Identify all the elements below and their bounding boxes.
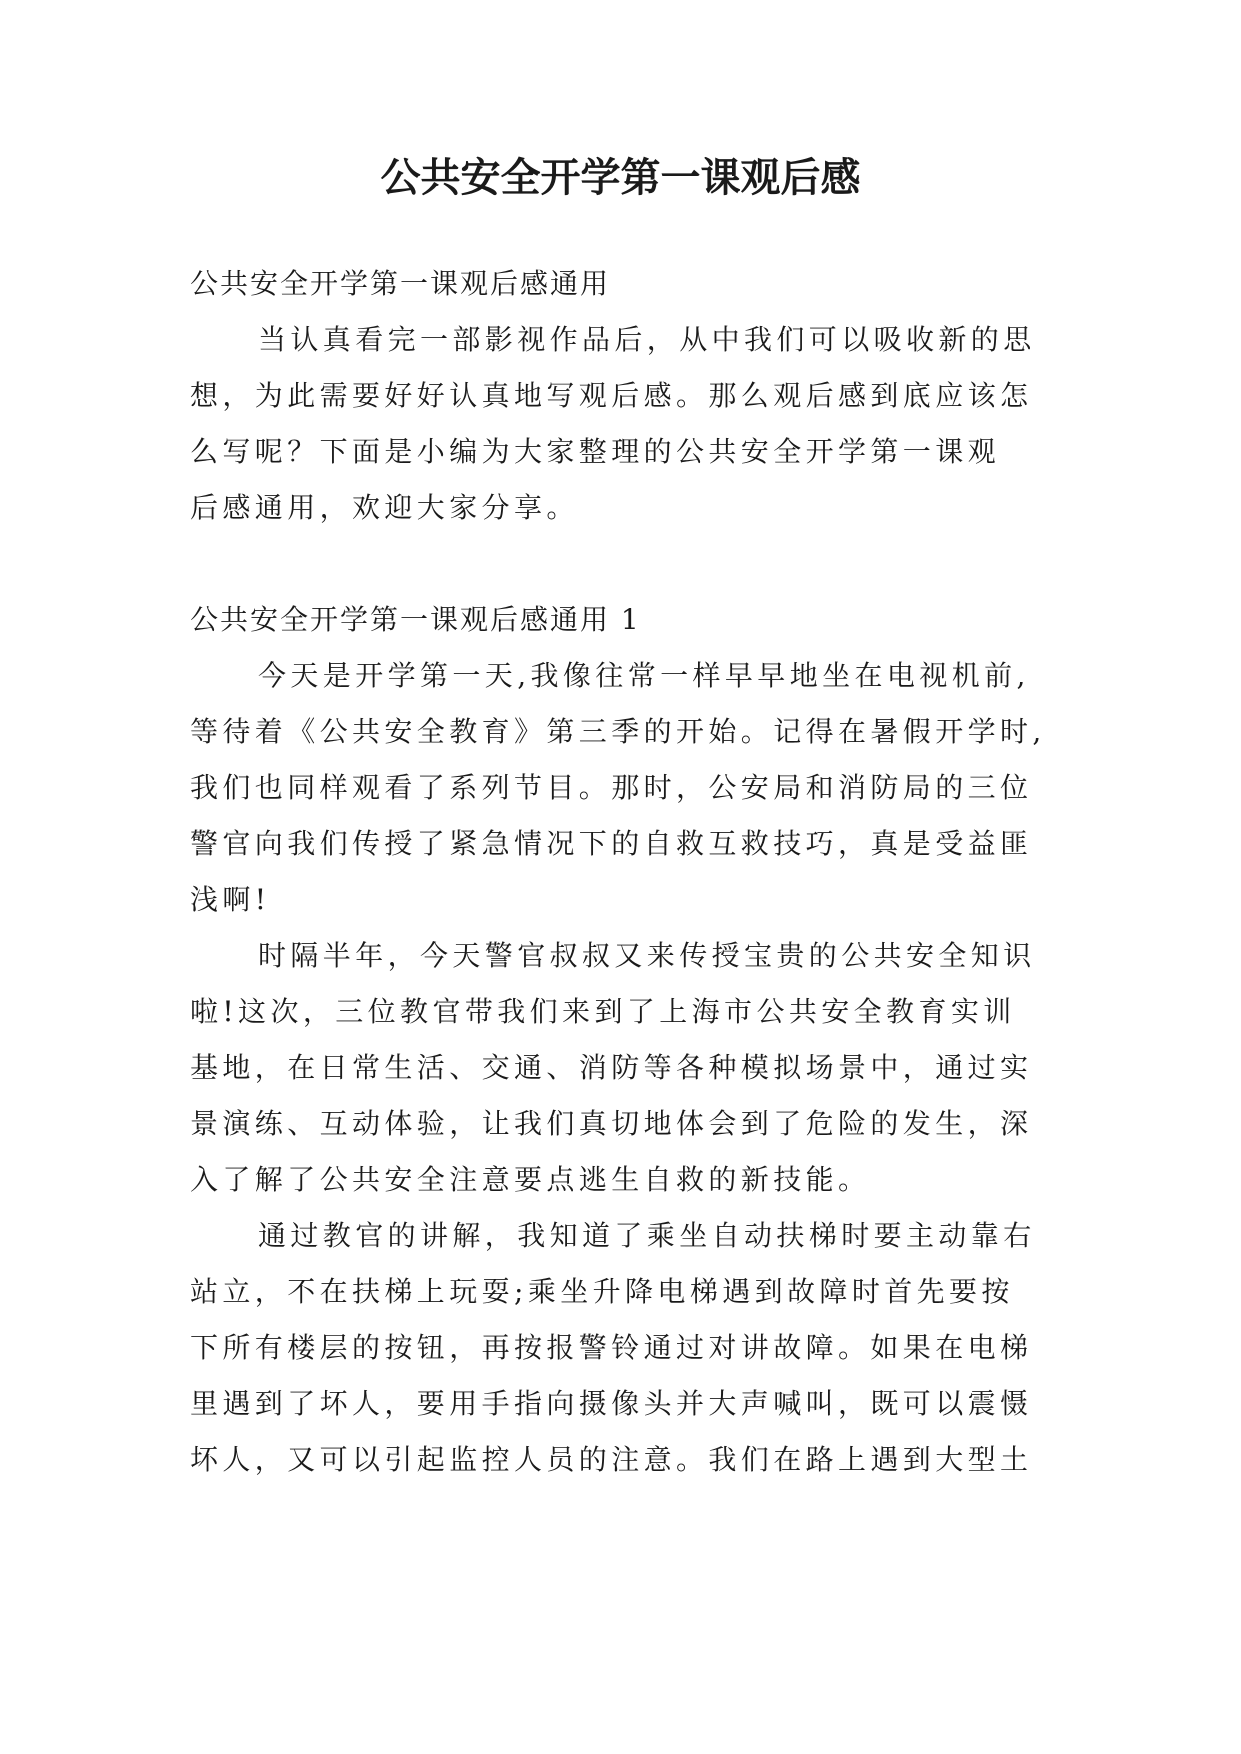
paragraph-line: 浅啊!	[190, 883, 271, 916]
paragraph	[190, 928, 1048, 1208]
heading-text: 公共安全开学第一课观后感通用 1	[190, 603, 641, 636]
paragraph-line: 今天是开学第一天,我像往常一样早早地坐在电视机前,	[258, 659, 1030, 692]
paragraph	[190, 1208, 1048, 1488]
paragraph-line: 我们也同样观看了系列节目。那时，公安局和消防局的三位	[190, 771, 1033, 804]
paragraph-line: 站立，不在扶梯上玩耍;乘坐升降电梯遇到故障时首先要按	[190, 1275, 1014, 1308]
paragraph-line: 想，为此需要好好认真地写观后感。那么观后感到底应该怎	[190, 379, 1033, 412]
paragraph-line: 警官向我们传授了紧急情况下的自救互救技巧，真是受益匪	[190, 827, 1033, 860]
paragraph-line: 下所有楼层的按钮，再按报警铃通过对讲故障。如果在电梯	[190, 1331, 1033, 1364]
document-body	[190, 256, 1048, 1488]
paragraph-line: 等待着《公共安全教育》第三季的开始。记得在暑假开学时,	[190, 715, 1046, 748]
heading-text: 公共安全开学第一课观后感通用	[190, 267, 611, 300]
paragraph	[190, 312, 1048, 536]
paragraph-line: 时隔半年，今天警官叔叔又来传授宝贵的公共安全知识	[258, 939, 1036, 972]
paragraph-line: 啦!这次，三位教官带我们来到了上海市公共安全教育实训	[190, 995, 1016, 1028]
section-heading	[190, 592, 1048, 648]
paragraph-line: 景演练、互动体验，让我们真切地体会到了危险的发生，深	[190, 1107, 1033, 1140]
paragraph-line: 里遇到了坏人，要用手指向摄像头并大声喊叫，既可以震慑	[190, 1387, 1033, 1420]
paragraph-line: 入了解了公共安全注意要点逃生自救的新技能。	[190, 1163, 871, 1196]
paragraph-line: 通过教官的讲解，我知道了乘坐自动扶梯时要主动靠右	[258, 1219, 1036, 1252]
paragraph	[190, 648, 1048, 928]
paragraph-spacer	[190, 536, 1048, 592]
document-title: 公共安全开学第一课观后感	[380, 155, 861, 201]
paragraph-line: 当认真看完一部影视作品后，从中我们可以吸收新的思	[258, 323, 1036, 356]
paragraph-line: 坏人，又可以引起监控人员的注意。我们在路上遇到大型土	[190, 1443, 1033, 1476]
section-heading	[190, 256, 1048, 312]
paragraph-line: 基地，在日常生活、交通、消防等各种模拟场景中，通过实	[190, 1051, 1033, 1084]
paragraph-line: 后感通用，欢迎大家分享。	[190, 491, 579, 524]
paragraph-line: 么写呢？下面是小编为大家整理的公共安全开学第一课观	[190, 435, 1001, 468]
